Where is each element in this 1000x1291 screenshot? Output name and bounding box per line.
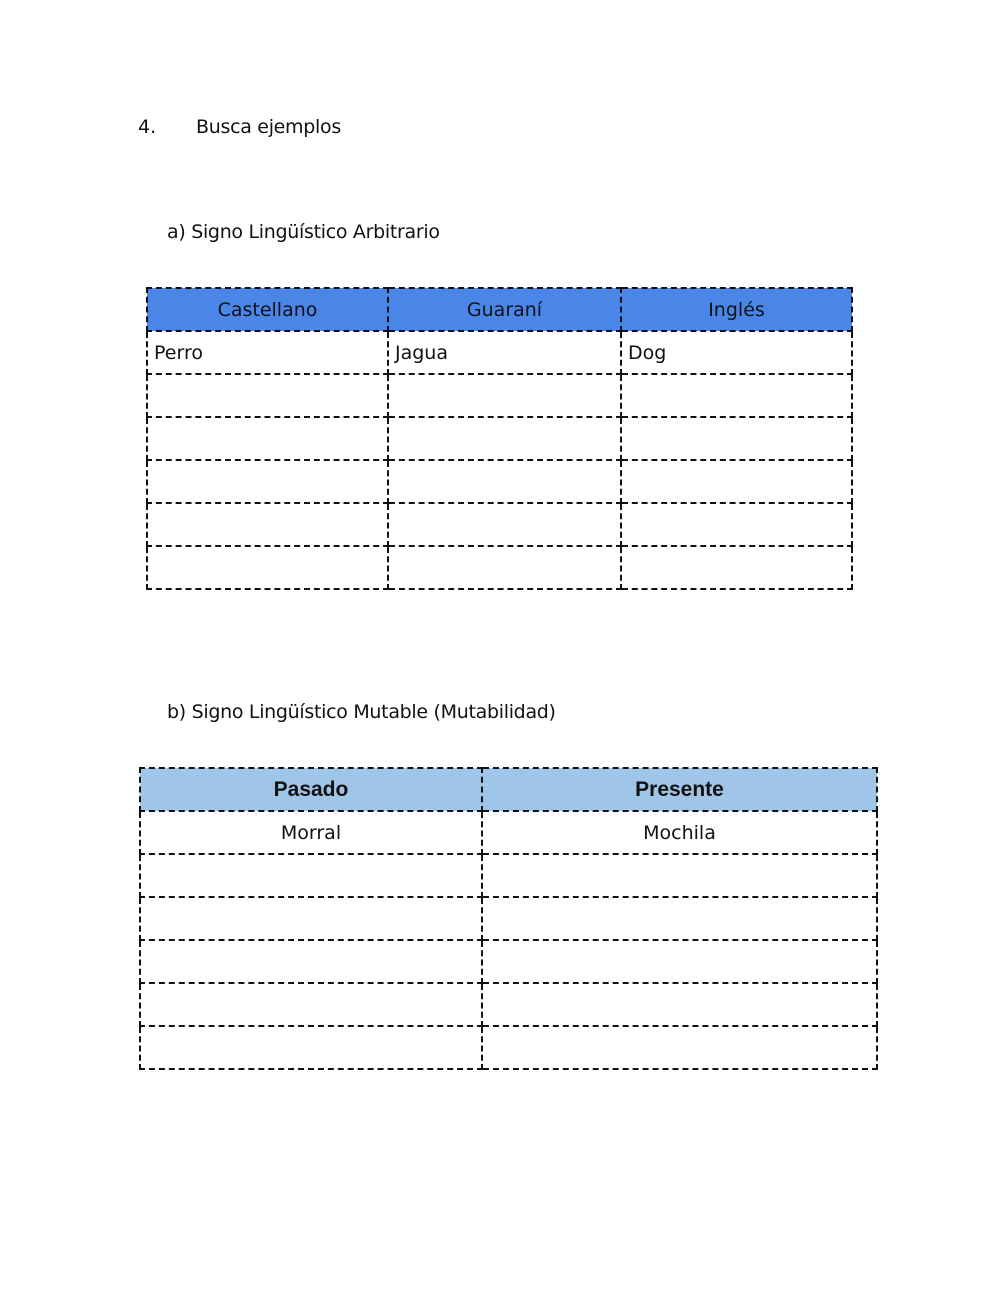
- table-cell[interactable]: [147, 374, 388, 417]
- table-cell[interactable]: [482, 1026, 877, 1069]
- table-cell[interactable]: [388, 546, 621, 589]
- table-cell[interactable]: Perro: [147, 331, 388, 374]
- table-cell[interactable]: Dog: [621, 331, 852, 374]
- table-row: [147, 546, 852, 589]
- table-cell[interactable]: [621, 417, 852, 460]
- mutable-sign-table: [139, 767, 878, 1070]
- table-cell[interactable]: [140, 1026, 482, 1069]
- table-cell[interactable]: [388, 503, 621, 546]
- table-cell[interactable]: [388, 417, 621, 460]
- table-row: [140, 983, 877, 1026]
- table-cell[interactable]: [482, 897, 877, 940]
- table-row: [140, 897, 877, 940]
- table-cell[interactable]: [147, 460, 388, 503]
- header-guarani: Guaraní: [388, 288, 621, 331]
- table-cell[interactable]: [140, 983, 482, 1026]
- table-row: [147, 374, 852, 417]
- table-cell[interactable]: [621, 503, 852, 546]
- table-row: [140, 940, 877, 983]
- question-number: 4.: [138, 116, 157, 138]
- section-b-title: b) Signo Lingüístico Mutable (Mutabilidad): [167, 701, 556, 723]
- table-cell[interactable]: Jagua: [388, 331, 621, 374]
- table-row: [147, 417, 852, 460]
- table-cell[interactable]: [621, 460, 852, 503]
- arbitrary-sign-table: [146, 287, 853, 590]
- table-cell[interactable]: [621, 546, 852, 589]
- header-ingles: Inglés: [621, 288, 852, 331]
- table-cell[interactable]: [482, 983, 877, 1026]
- header-castellano: Castellano: [147, 288, 388, 331]
- table-row: [140, 854, 877, 897]
- table-row: [140, 1026, 877, 1069]
- table-cell[interactable]: [140, 940, 482, 983]
- header-presente: Presente: [482, 768, 877, 811]
- table-cell[interactable]: [140, 854, 482, 897]
- table-cell[interactable]: [147, 503, 388, 546]
- table-cell[interactable]: [388, 460, 621, 503]
- table-row: [147, 460, 852, 503]
- section-a-title: a) Signo Lingüístico Arbitrario: [167, 221, 440, 243]
- table-cell[interactable]: [147, 546, 388, 589]
- table-cell[interactable]: [482, 854, 877, 897]
- table-header-row: [147, 288, 852, 331]
- table-cell[interactable]: [140, 897, 482, 940]
- table-cell[interactable]: Mochila: [482, 811, 877, 854]
- table-cell[interactable]: [147, 417, 388, 460]
- table-cell[interactable]: Morral: [140, 811, 482, 854]
- table-cell[interactable]: [482, 940, 877, 983]
- table-row: [147, 503, 852, 546]
- table-cell[interactable]: [388, 374, 621, 417]
- header-pasado: Pasado: [140, 768, 482, 811]
- table-row: [140, 811, 877, 854]
- table-row: [147, 331, 852, 374]
- table-header-row: [140, 768, 877, 811]
- table-cell[interactable]: [621, 374, 852, 417]
- question-title: Busca ejemplos: [196, 116, 341, 138]
